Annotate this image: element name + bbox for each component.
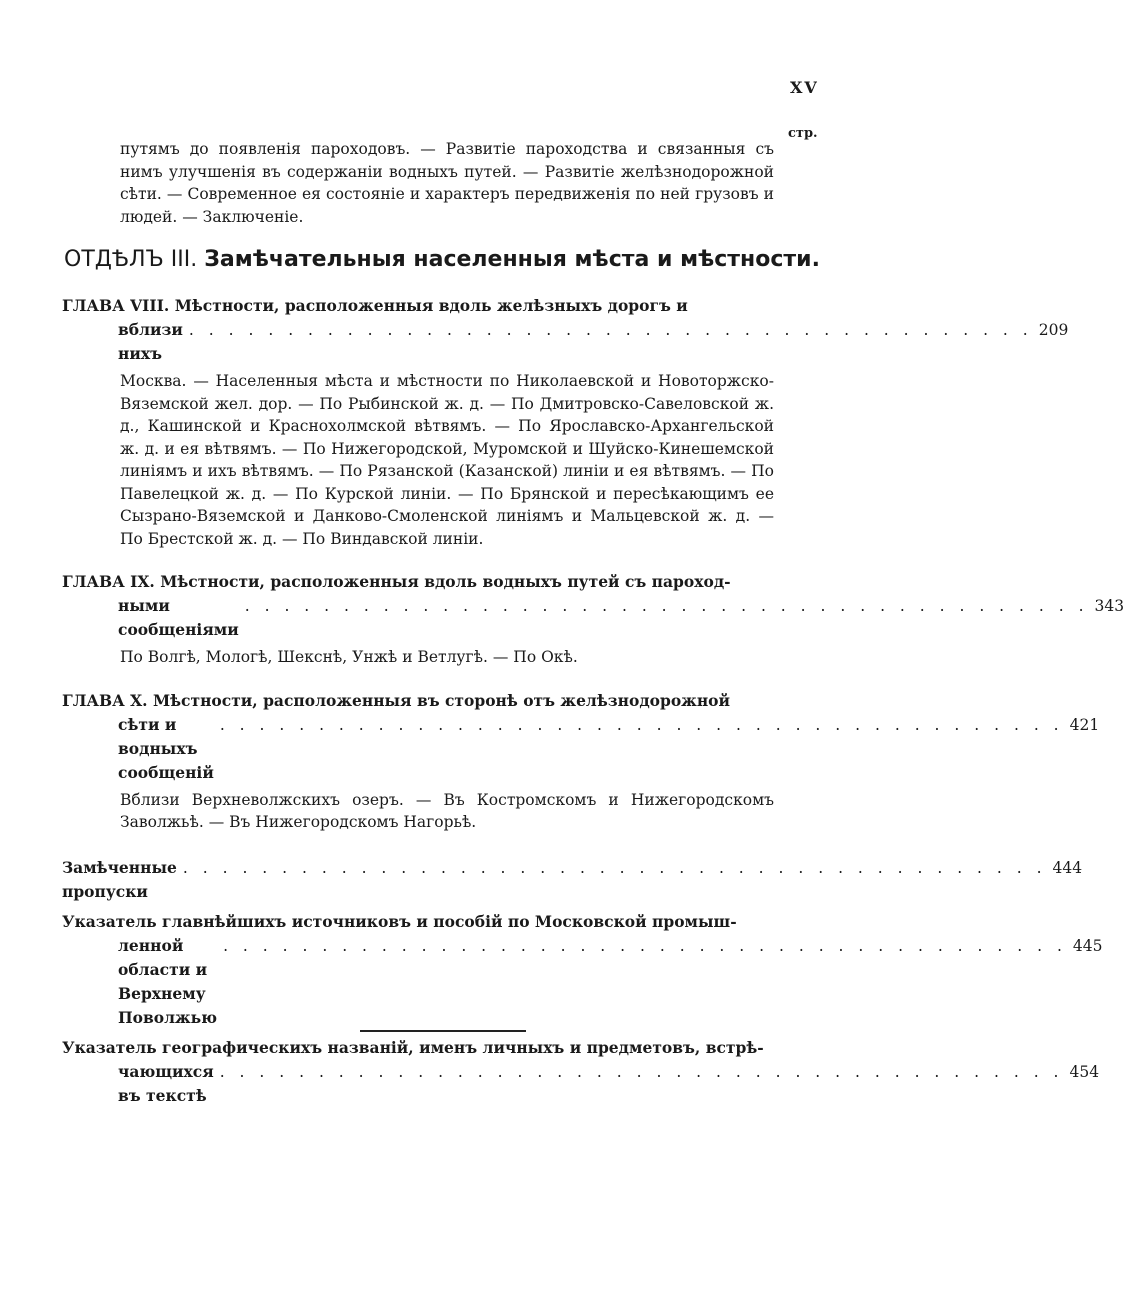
leader-dots: . . . . . . . . . . . . . . . . . . . . . . . . . . . . . . . . . . . . . . . . . . . . [182,858,1047,877]
back-matter-title: Указатель географическихъ названій, именъ личныхъ и предметовъ, встрѣ- [62,1037,764,1057]
section-heading [62,246,822,274]
leader-dots: . . . . . . . . . . . . . . . . . . . . . . . . . . . . . . . . . . . . . . . . . . . [188,321,1033,339]
back-matter-entry [62,856,1083,904]
section-title: Замѣчательныя населенныя мѣста и мѣстности. [204,247,820,272]
chapter-contents: По Волгѣ, Мологѣ, Шекснѣ, Унжѣ и Ветлугѣ. — По Окѣ. [120,648,578,666]
continuation-paragraph: путямъ до появленія пароходовъ. — Развитіе пароходства и связанныя съ нимъ улучшенія въ содержаніи водныхъ путей. — Развитіе желѣзнодорожной сѣти. — Современное ея состояніе и характеръ передвиженія по ней грузовъ и людей. — Заключеніе. [120,140,774,226]
back-matter-title-tail [118,1060,1100,1108]
chapter-contents: Москва. — Населенныя мѣста и мѣстности по Николаевской и Новоторжско-Вяземской жел. дор. — По Рыбинской ж. д. — По Дмитровско-Савеловской ж. д., Кашинской и Краснохолмской вѣтвямъ. — По Ярославско-Архангельской ж. д. и ея вѣтвямъ. — По Нижегородской, Муромской и Шуйско-Кинешемской линіямъ и ихъ вѣтвямъ. — По Рязанской (Казанской) линіи и ея вѣтвямъ. — По Павелецкой ж. д. — По Курской линіи. — По Брянской и пересѣкающимъ ее Сызрано-Вяземской и Данково-Смоленской линіямъ и Мальцевской ж. д. — По Брестской ж. д. — По Виндавской линіи. [120,372,774,548]
chapter-entry [62,294,1069,550]
back-matter-title-tail-text: ленной области и Верхнему Поволжью [118,935,218,1027]
chapter-heading-tail [118,318,1069,366]
chapter-page-number: 209 [1038,321,1069,339]
back-matter-page-number: 454 [1069,1062,1100,1081]
chapter-page-number: 343 [1094,597,1124,615]
chapter-page-number: 421 [1069,715,1100,734]
section-number: ОТДѢЛЪ III. [64,247,198,272]
chapter-heading-tail [118,713,1100,785]
chapter-heading-tail-text: сѣти и водныхъ сообщеній [118,714,214,782]
leader-dots: . . . . . . . . . . . . . . . . . . . . . . . . . . . . . . . . . . . . . . . . . . . [219,715,1064,734]
back-matter-entry [62,910,1103,1030]
back-matter-line [62,856,1083,904]
leader-dots: . . . . . . . . . . . . . . . . . . . . . . . . . . . . . . . . . . . . . . . . . . . [219,1062,1064,1081]
chapter-heading: ГЛАВА X. Мѣстности, расположенныя въ сторонѣ отъ желѣзнодорожной [62,690,731,710]
chapter-contents: Вблизи Верхневолжскихъ озеръ. — Въ Костромскомъ и Нижегородскомъ Заволжьѣ. — Въ Нижегородскомъ Нагорьѣ. [120,790,774,831]
leader-dots: . . . . . . . . . . . . . . . . . . . . . . . . . . . . . . . . . . . . . . . . . . . [244,597,1089,615]
chapter-entry [62,570,1124,669]
page-number: XV [790,78,819,97]
table-of-contents [62,138,1124,1108]
chapter-heading-tail-text: ными сообщеніями [118,596,239,639]
chapter-heading-tail-text: вблизи нихъ [118,320,183,363]
back-matter-page-number: 444 [1052,858,1083,877]
back-matter-title-tail-text: чающихся въ текстѣ [118,1061,214,1105]
chapter-heading: ГЛАВА VIII. Мѣстности, расположенныя вдоль желѣзныхъ дорогъ и [62,296,688,315]
chapter-heading: ГЛАВА IX. Мѣстности, расположенныя вдоль водныхъ путей съ пароход- [62,572,731,591]
back-matter-entry [62,1036,1100,1108]
back-matter-title: Указатель главнѣйшихъ источниковъ и пособій по Московской промыш- [62,911,737,931]
back-matter-title: Замѣченные пропуски [62,857,177,901]
chapter-heading-tail [118,594,1124,642]
leader-dots: . . . . . . . . . . . . . . . . . . . . . . . . . . . . . . . . . . . . . . . . . . . [223,936,1067,955]
page-column-heading: стр. [788,126,818,141]
back-matter-title-tail [118,934,1103,1030]
chapter-entry [62,689,1100,834]
end-rule [360,1030,526,1032]
back-matter-page-number: 445 [1072,936,1103,955]
